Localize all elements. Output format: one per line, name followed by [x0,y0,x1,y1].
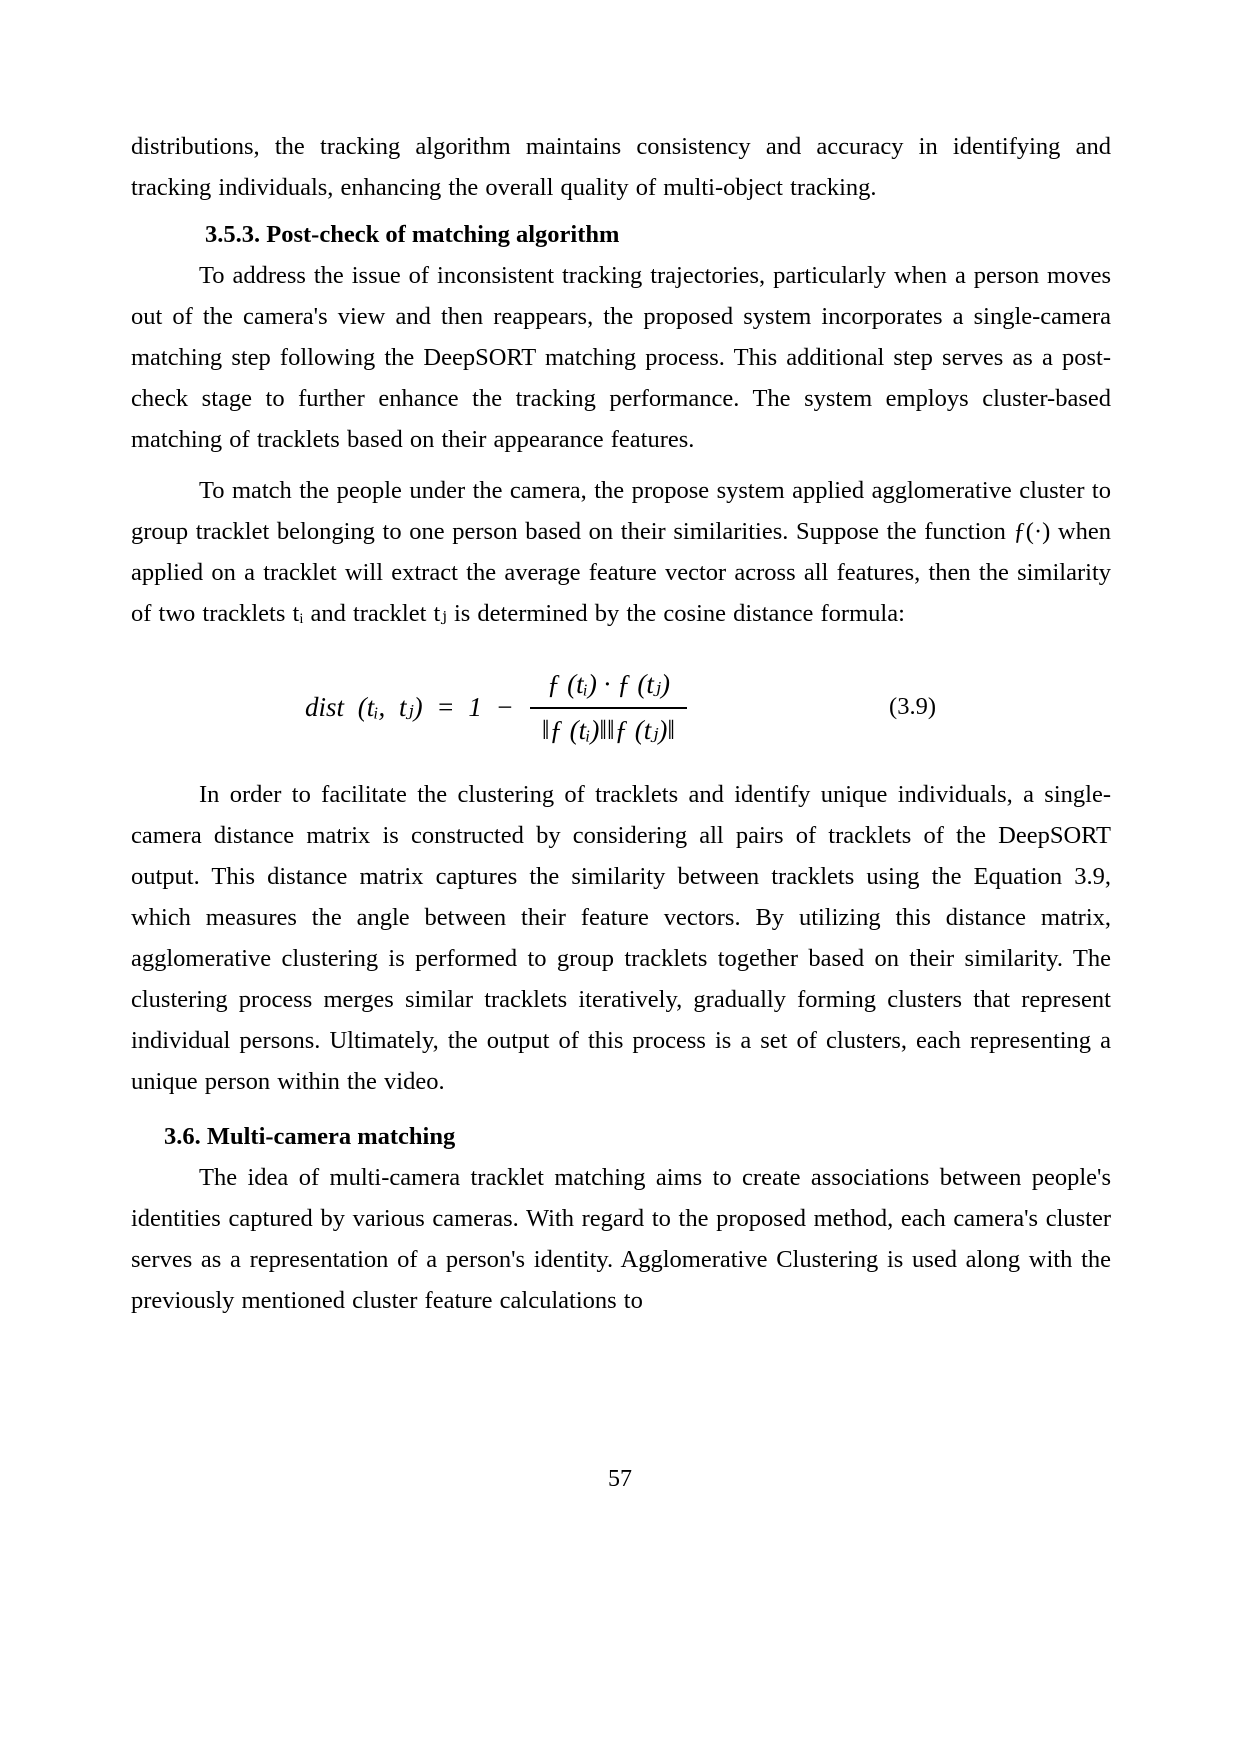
equation-denominator: ‖ƒ (tᵢ)‖‖ƒ (tⱼ)‖ [541,714,676,745]
paragraph-continuation: distributions, the tracking algorithm maintains consistency and accuracy in identifying and tracking individuals, enhancing the overall quality of multi-object tracking. [131,133,1111,201]
equation-lhs: dist (tᵢ, tⱼ) = 1 − [304,691,514,722]
equation-3-9 [131,648,1111,766]
paragraph-multi-camera-body: The idea of multi-camera tracklet matching aims to create associations between people's identities captured by various cameras. With regard to the proposed method, each camera's cluster serves as a representation of a person's identity. Agglomerative Clustering is used along with the previously mentioned cluster feature calculations to [131,1164,1111,1314]
paragraph-clustering-body: In order to facilitate the clustering of tracklets and identify unique individuals, a single-camera distance matrix is constructed by considering all pairs of tracklets of the DeepSORT output. This distance matrix captures the similarity between tracklets using the Equation 3.9, which measures the angle between their feature vectors. By utilizing this distance matrix, agglomerative clustering is performed to group tracklets together based on their similarity. The clustering process merges similar tracklets iteratively, gradually forming clusters that represent individual persons. Ultimately, the output of this process is a set of clusters, each representing a unique person within the video. [131,781,1111,1095]
page-number: 57 [608,1466,632,1492]
equation-fraction [530,669,687,746]
equation-number: (3.9) [889,693,936,720]
page-content [131,126,1111,1321]
paragraph-cosine-intro: To match the people under the camera, the propose system applied agglomerative cluster to group tracklet belonging to one person based on their similarities. Suppose the function ƒ(·) when applied on a tracklet will extract the average feature vector across all features, then the similarity of two tracklets tᵢ and tracklet tⱼ is determined by the cosine distance formula: [131,477,1111,627]
equation-numerator: ƒ (tᵢ) · ƒ (tⱼ) [530,669,687,709]
heading-multi-camera: 3.6. Multi-camera matching [164,1123,456,1150]
heading-post-check: 3.5.3. Post-check of matching algorithm [205,221,620,248]
paragraph-post-check-body: To address the issue of inconsistent tracking trajectories, particularly when a person moves out of the camera's view and then reappears, the proposed system incorporates a single-camera matching step following the DeepSORT matching process. This additional step serves as a post-check stage to further enhance the tracking performance. The system employs cluster-based matching of tracklets based on their appearance features. [131,262,1111,453]
equation-body [305,669,687,746]
